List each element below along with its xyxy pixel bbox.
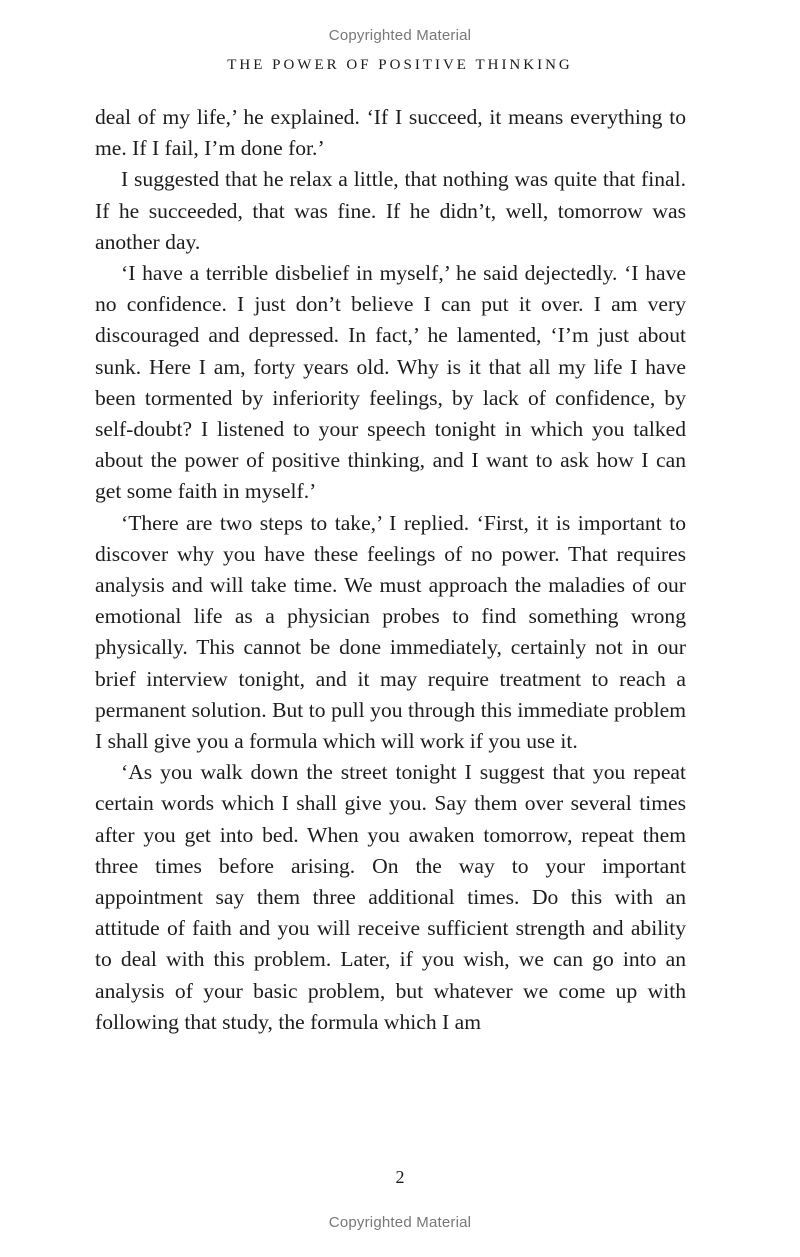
page-number: 2 bbox=[395, 1167, 405, 1187]
paragraph-5: ‘As you walk down the street tonight I suggest that you repeat certain words which I shall give you. Say them over several times after you get into bed. When you awaken tomorrow, repeat them three times before arising. On the way to your important appointment say them three additional times. Do this with an attitude of faith and you will receive sufficient strength and ability to deal with this problem. Later, if you wish, we can go into an analysis of your basic problem, but whatever we come up with following that study, the formula which I am bbox=[95, 760, 686, 1034]
paragraph-1: deal of my life,’ he explained. ‘If I succeed, it means everything to me. If I fail, I’m done for.’ bbox=[95, 105, 686, 161]
running-head: THE POWER OF POSITIVE THINKING bbox=[227, 57, 573, 73]
paragraph-4: ‘There are two steps to take,’ I replied. ‘First, it is important to discover why you have these feelings of no power. That requires analysis and will take time. We must approach the maladies of our emotional life as a physician probes to find something wrong physically. This cannot be done immediately, certainly not in our brief interview tonight, and it may require treatment to reach a permanent solution. But to pull you through this immediate problem I shall give you a formula which will work if you use it. bbox=[95, 510, 686, 754]
paragraph-2: I suggested that he relax a little, that nothing was quite that final. If he succeeded, that was fine. If he didn’t, well, tomorrow was another day. bbox=[95, 167, 686, 254]
paragraph-3: ‘I have a terrible disbelief in myself,’ he said dejectedly. ‘I have no confidence. I just don’t believe I can put it over. I am very discouraged and depressed. In fact,’ he lamented, ‘I’m just about sunk. Here I am, forty years old. Why is it that all my life I have been tormented by inferiority feelings, by lack of confidence, by self-doubt? I listened to your speech tonight in which you talked about the power of positive thinking, and I want to ask how I can get some faith in myself.’ bbox=[95, 261, 686, 504]
copyright-watermark-top: Copyrighted Material bbox=[328, 27, 472, 44]
copyright-watermark-bottom: Copyrighted Material bbox=[328, 1214, 472, 1231]
body-text bbox=[95, 102, 686, 1038]
